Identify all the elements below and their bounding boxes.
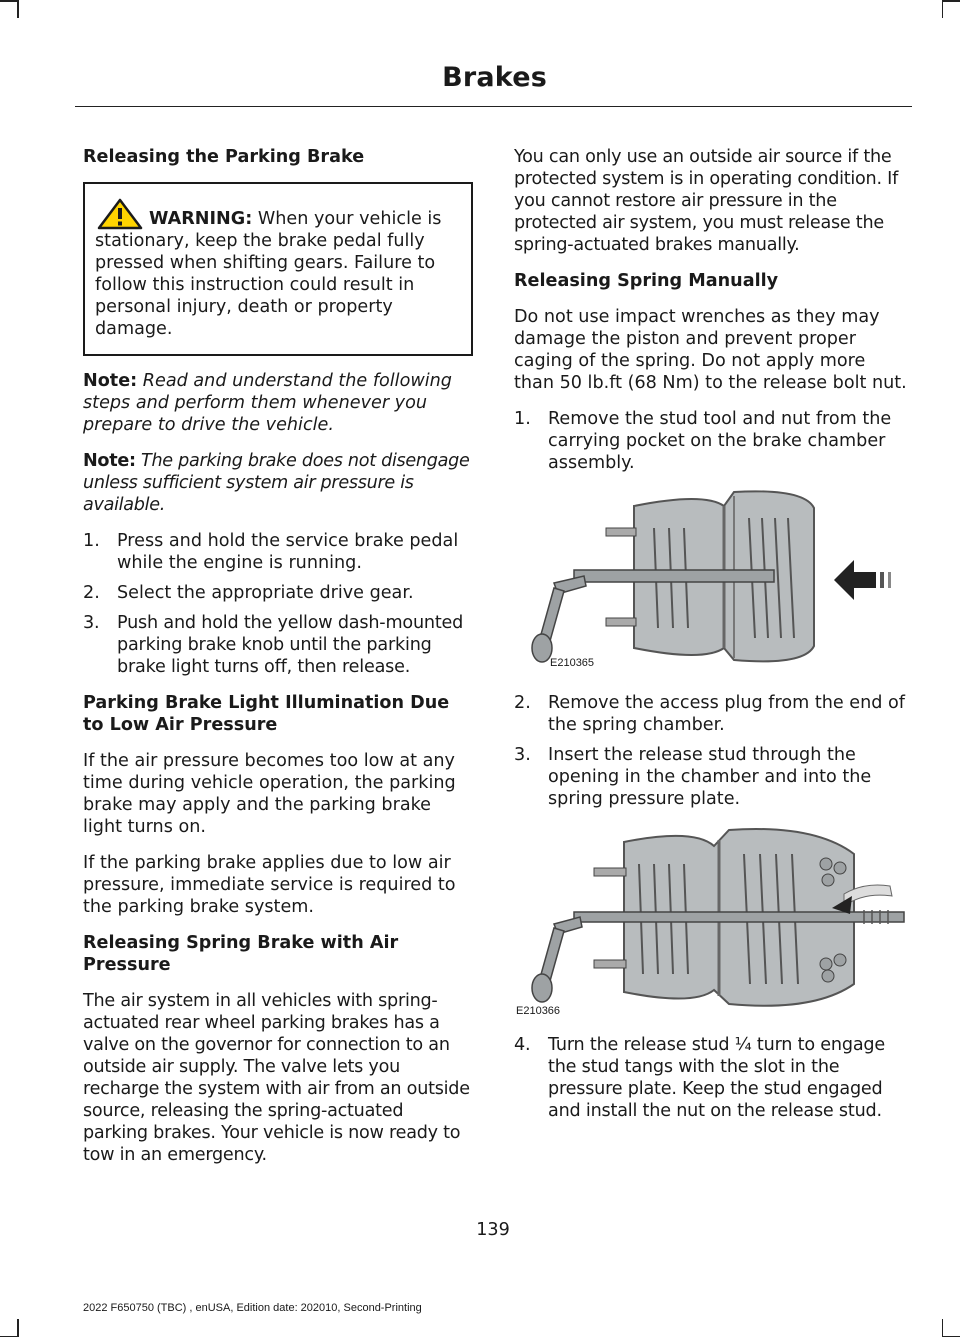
figure-id-label: E210366 [516,1005,561,1017]
note [83,450,473,516]
list-item [83,530,473,574]
list-item [514,692,908,736]
crop-mark [942,0,960,2]
brake-chamber-figure-2 [514,824,908,1020]
section-heading: Parking Brake Light Illumination Due to Low Air Pressure [83,693,450,735]
crop-mark [17,0,19,18]
paragraph: If the air pressure becomes too low at any time during vehicle operation, the parking brake may apply and the parking brake light turns on. [83,751,456,837]
step-list [514,408,908,474]
right-column [514,146,908,1136]
crop-mark [17,1319,19,1337]
step-number: 1. [83,531,100,551]
note-text: The parking brake does not disengage unless sufficient system air pressure is available. [83,451,470,515]
list-item [514,408,908,474]
step-number: 2. [514,693,531,713]
step-text: Turn the release stud ¼ turn to engage the stud tangs with the slot in the pressure plate. Keep the stud engaged and install the nut on the release stud. [548,1035,886,1121]
crop-mark [942,0,944,18]
step-text: Remove the access plug from the end of the spring chamber. [548,693,905,735]
note-label: Note: [83,371,138,391]
step-list [514,692,908,810]
paragraph: If the parking brake applies due to low air pressure, immediate service is required to the parking brake system. [83,853,456,917]
page-title: Brakes [442,62,547,93]
header-divider [75,106,912,107]
brake-chamber-illustration [514,824,908,1014]
step-number: 2. [83,583,100,603]
step-text: Press and hold the service brake pedal while the engine is running. [117,531,459,573]
note [83,370,473,436]
list-item [83,582,473,604]
warning-label: WARNING: [149,209,253,229]
warning-text [95,208,459,340]
footer-edition-info: 2022 F650750 (TBC) , enUSA, Edition date: 202010, Second-Printing [83,1302,422,1314]
step-number: 3. [514,745,531,765]
note-label: Note: [83,451,136,471]
left-column [83,146,473,1180]
step-number: 3. [83,613,100,633]
step-text: Remove the stud tool and nut from the carrying pocket on the brake chamber assembly. [548,409,892,473]
list-item [514,744,908,810]
paragraph: You can only use an outside air source if the protected system is in operating condition. If you cannot restore air pressure in the protected air system, you must release the spring-actuated brakes manually. [514,147,899,255]
step-list [514,1034,908,1122]
step-number: 1. [514,409,531,429]
page-number: 139 [476,1220,510,1240]
figure-id-label: E210365 [550,657,595,669]
paragraph: Do not use impact wrenches as they may damage the piston and prevent proper caging of the spring. Do not apply more than 50 lb.ft (68 Nm) to the release bolt nut. [514,307,907,393]
brake-chamber-illustration [514,488,908,668]
section-heading: Releasing Spring Manually [514,271,779,291]
brake-chamber-figure-1 [514,488,908,678]
paragraph: The air system in all vehicles with spring-actuated rear wheel parking brakes has a valve on the governor for connection to an outside air supply. The valve lets you recharge the system with air from an outside source, releasing the spring-actuated parking brakes. Your vehicle is now ready to tow in an emergency. [83,991,470,1165]
step-text: Select the appropriate drive gear. [117,583,414,603]
list-item [514,1034,908,1122]
warning-triangle-icon [97,198,143,230]
step-text: Push and hold the yellow dash-mounted parking brake knob until the parking brake light turns off, then release. [117,613,464,677]
list-item [83,612,473,678]
section-heading: Releasing the Parking Brake [83,147,365,167]
section-heading: Releasing Spring Brake with Air Pressure [83,933,399,975]
warning-box [83,182,473,356]
crop-mark [0,0,18,2]
step-text: Insert the release stud through the opening in the chamber and into the spring pressure plate. [548,745,872,809]
note-text: Read and understand the following steps and perform them whenever you prepare to drive the vehicle. [83,371,452,435]
crop-mark [942,1319,944,1337]
warning-body: When your vehicle is stationary, keep the brake pedal fully pressed when shifting gears. Failure to follow this instruction could result in personal injury, death or property damage. [95,209,442,339]
step-number: 4. [514,1035,531,1055]
step-list [83,530,473,678]
